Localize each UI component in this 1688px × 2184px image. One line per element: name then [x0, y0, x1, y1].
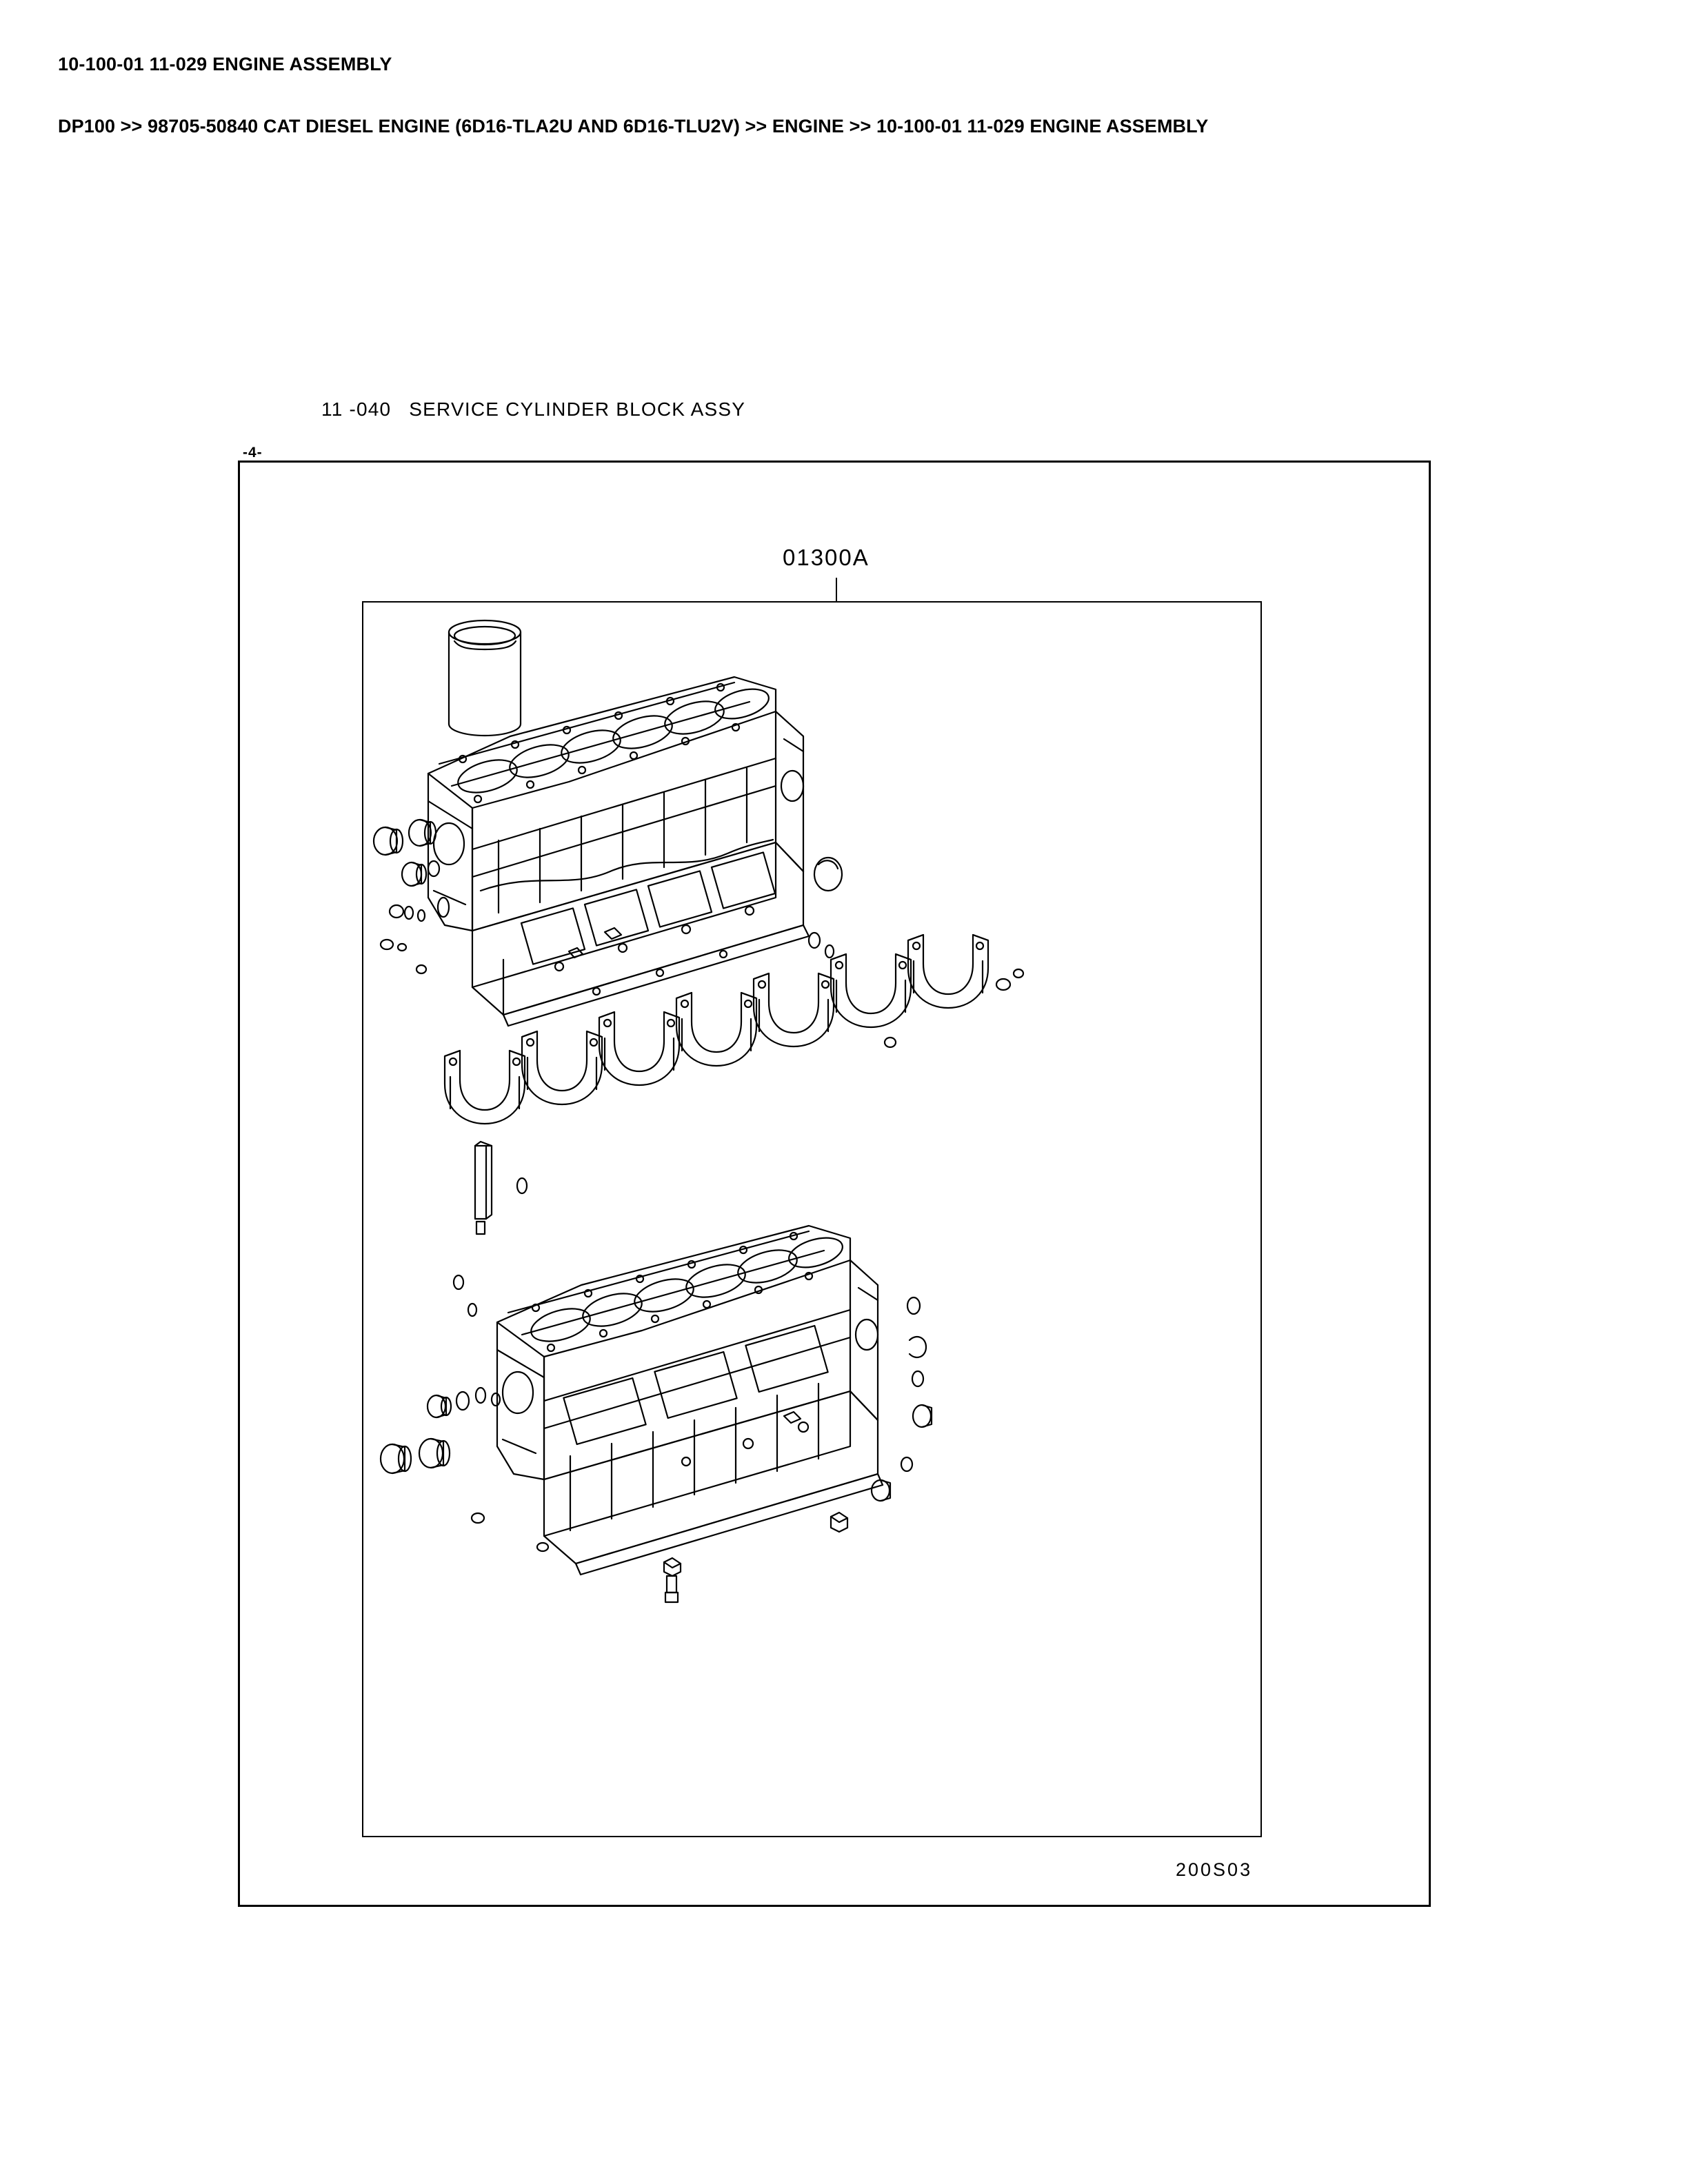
bushing-parts-upper: [374, 820, 449, 973]
part-number-label: 01300A: [783, 545, 870, 570]
lower-cylinder-block: [497, 1226, 883, 1575]
leader-line: [836, 578, 837, 601]
page-title: 10-100-01 11-029 ENGINE ASSEMBLY: [58, 54, 392, 74]
page-marker: -4-: [243, 445, 263, 461]
main-bearing-bolt: [475, 1142, 527, 1234]
bushing-parts-lower: [381, 1275, 932, 1602]
figure-caption: [321, 398, 745, 421]
cylinder-liner-part: [449, 620, 521, 736]
figure-caption-text: SERVICE CYLINDER BLOCK ASSY: [409, 398, 746, 420]
drawing-code-label: 200S03: [1176, 1859, 1253, 1880]
cylinder-block-illustration: [362, 601, 1262, 1837]
upper-cylinder-block: [428, 677, 809, 1026]
main-bearing-caps: [445, 935, 1023, 1124]
figure-caption-number: 11 -040: [321, 398, 392, 420]
breadcrumb: DP100 >> 98705-50840 CAT DIESEL ENGINE (6D16-TLA2U AND 6D16-TLU2V) >> ENGINE >> 10-100-01 11-029 ENGINE ASSEMBLY: [58, 116, 1209, 136]
small-parts-upper-right: [809, 858, 842, 958]
